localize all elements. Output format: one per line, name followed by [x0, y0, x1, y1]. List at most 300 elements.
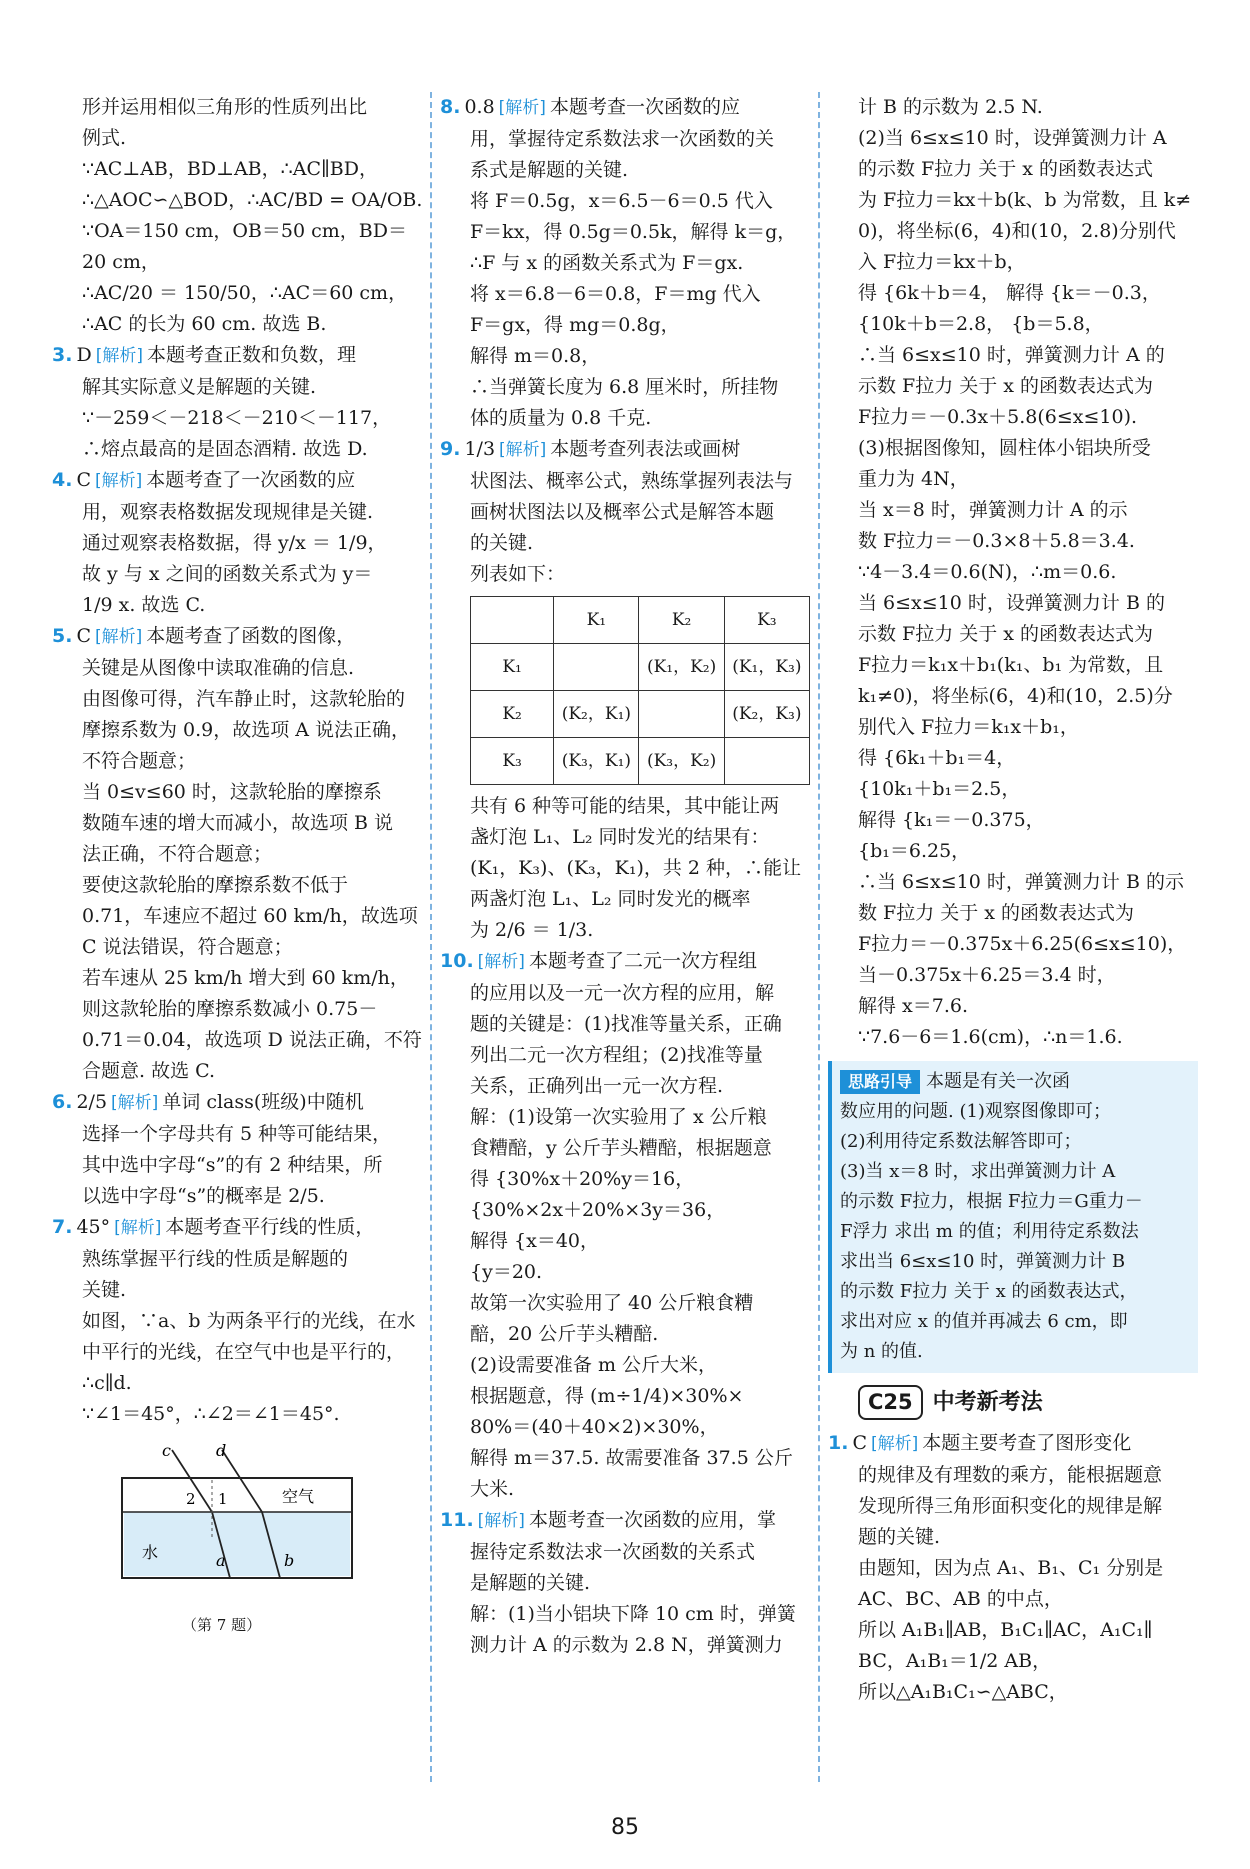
tip-line: 求出当 6≤x≤10 时，弹簧测力计 B: [840, 1251, 1126, 1272]
line-text: 的应用以及一元一次方程的应用，解: [470, 982, 775, 1004]
text-line: [828, 216, 1198, 247]
text-line: [52, 808, 422, 839]
table-cell: [724, 738, 809, 785]
line-text: 单词 class(班级)中随机: [162, 1091, 364, 1113]
text-line: [828, 836, 1198, 867]
line-text: 发现所得三角形面积变化的规律是解: [858, 1495, 1163, 1517]
line-text: 示数 F拉力 关于 x 的函数表达式为: [858, 375, 1154, 397]
text-line: [440, 791, 810, 822]
line-text: {10k＋b＝2.8， {b＝5.8，: [858, 313, 1104, 335]
line-text: 解其实际意义是解题的关键.: [82, 376, 317, 398]
analysis-tag: [解析]: [111, 1093, 159, 1113]
analysis-tag: [解析]: [95, 627, 143, 647]
text-line: [52, 653, 422, 684]
line-text: 本题考查了二元一次方程组: [528, 950, 757, 972]
line-text: BC，A₁B₁＝1/2 AB，: [858, 1650, 1052, 1672]
table-cell: (K₂，K₁): [554, 691, 639, 738]
line-text: 不符合题意；: [82, 750, 197, 772]
line-text: F拉力＝－0.3x＋5.8(6≤x≤10).: [858, 406, 1138, 428]
text-line: [440, 978, 810, 1009]
line-text: 故 y 与 x 之间的函数关系式为 y＝: [82, 563, 373, 585]
text-line: [828, 619, 1198, 650]
refraction-diagram: [112, 1440, 372, 1600]
line-text: ∴当 6≤x≤10 时，弹簧测力计 B 的示: [858, 871, 1184, 893]
line-text: 将 F＝0.5g，x＝6.5－6＝0.5 代入: [470, 190, 773, 212]
analysis-tag: [解析]: [871, 1434, 919, 1454]
text-line: [828, 960, 1198, 991]
text-line: [440, 1195, 810, 1226]
text-line: [440, 822, 810, 853]
line-text: 得 {30%x＋20%y＝16，: [470, 1168, 695, 1190]
text-line: [440, 403, 810, 434]
line-text: ∵OA＝150 cm，OB＝50 cm，BD＝: [82, 220, 407, 242]
text-line: [52, 746, 422, 777]
text-line: [440, 1568, 810, 1599]
line-text: 数 F拉力＝－0.3×8＋5.8＝3.4.: [858, 530, 1135, 552]
text-line: [828, 991, 1198, 1022]
text-line: [52, 497, 422, 528]
line-text: ∵AC⊥AB，BD⊥AB，∴AC∥BD，: [82, 158, 378, 180]
line-text: 摩擦系数为 0.9，故选项 A 说法正确，: [82, 719, 411, 741]
section-heading: [858, 1385, 1198, 1420]
text-line: [440, 217, 810, 248]
line-text: ∴F 与 x 的函数关系式为 F＝gx.: [470, 252, 744, 274]
line-text: 用，掌握待定系数法求一次函数的关: [470, 128, 775, 150]
line-text: {10k₁＋b₁＝2.5，: [858, 778, 1021, 800]
column-1: [52, 92, 422, 1641]
text-line: [440, 341, 810, 372]
answer: C: [76, 625, 91, 647]
line-text: 题的关键.: [858, 1526, 941, 1548]
line-text: F＝kx，得 0.5g＝0.5k，解得 k＝g，: [470, 221, 797, 243]
line-text: 当 0≤v≤60 时，这款轮胎的摩擦系: [82, 781, 382, 803]
line-text: 醅，20 公斤芋头糟醅.: [470, 1323, 659, 1345]
question-start: [52, 621, 422, 653]
analysis-tag: [解析]: [477, 952, 525, 972]
text-line: [828, 1615, 1198, 1646]
line-text: 根据题意，得 (m÷1/4)×30%×: [470, 1385, 744, 1407]
text-line: [52, 684, 422, 715]
analysis-tag: [解析]: [114, 1218, 162, 1238]
text-line: [828, 92, 1198, 123]
line-text: 关系，正确列出一元一次方程.: [470, 1075, 724, 1097]
label-water: 水: [142, 1543, 159, 1562]
text-line: [52, 528, 422, 559]
line-text: 是解题的关键.: [470, 1572, 591, 1594]
table-cell: (K₂，K₃): [724, 691, 809, 738]
question-start: [440, 1505, 810, 1537]
line-text: 如图，∵a、b 为两条平行的光线，在水: [82, 1310, 416, 1332]
line-text: 握待定系数法求一次函数的关系式: [470, 1541, 756, 1563]
question-start: [440, 92, 810, 124]
line-text: ∵－259＜－218＜－210＜－117，: [82, 407, 392, 429]
text-line: [440, 372, 810, 403]
line-text: 系式是解题的关键.: [470, 159, 629, 181]
tip-badge: 思路引导: [840, 1070, 920, 1094]
text-line: [52, 185, 422, 216]
line-text: 以选中字母“s”的概率是 2/5.: [82, 1185, 325, 1207]
line-text: 关键.: [82, 1279, 127, 1301]
analysis-tag: [解析]: [95, 471, 143, 491]
line-text: 盏灯泡 L₁、L₂ 同时发光的结果有：: [470, 826, 770, 848]
question-start: [440, 434, 810, 466]
line-text: 本题考查列表法或画树: [550, 438, 741, 460]
line-text: 的关键.: [470, 532, 534, 554]
line-text: ∴当 6≤x≤10 时，弹簧测力计 A 的: [858, 344, 1165, 366]
line-text: 本题考查了一次函数的应: [146, 469, 356, 491]
text-line: [440, 279, 810, 310]
answer: C: [76, 469, 91, 491]
page-number: 85: [611, 1815, 639, 1840]
line-text: k₁≠0)，将坐标(6，4)和(10，2.5)分: [858, 685, 1173, 707]
text-line: [828, 929, 1198, 960]
line-text: {30%×2x＋20%×3y＝36，: [470, 1199, 726, 1221]
text-line: [52, 1306, 422, 1337]
text-line: [52, 278, 422, 309]
label-c: c: [162, 1441, 171, 1460]
line-text: 法正确，不符合题意；: [82, 843, 273, 865]
text-line: [440, 915, 810, 946]
question-number: 7.: [52, 1216, 73, 1238]
text-line: [828, 247, 1198, 278]
analysis-tag: [解析]: [477, 1511, 525, 1531]
text-line: [52, 1119, 422, 1150]
text-line: [828, 712, 1198, 743]
text-line: [52, 870, 422, 901]
line-text: F＝gx，得 mg＝0.8g，: [470, 314, 680, 336]
question-start: [52, 1212, 422, 1244]
text-line: [440, 528, 810, 559]
line-text: 解：(1)当小铝块下降 10 cm 时，弹簧: [470, 1603, 796, 1625]
text-line: [828, 1677, 1198, 1708]
line-text: 解得 {x＝40，: [470, 1230, 600, 1252]
line-text: 为 F拉力＝kx＋b(k、b 为常数，且 k≠: [858, 189, 1192, 211]
line-text: 熟练掌握平行线的性质是解题的: [82, 1248, 349, 1270]
line-text: 由图像可得，汽车静止时，这款轮胎的: [82, 688, 406, 710]
line-text: 1/9 x. 故选 C.: [82, 594, 206, 616]
line-text: ∵∠1＝45°，∴∠2＝∠1＝45°.: [82, 1403, 340, 1425]
column-3-text-top: [828, 92, 1198, 1053]
text-line: [52, 1244, 422, 1275]
text-line: [52, 216, 422, 247]
line-text: 要使这款轮胎的摩擦系数不低于: [82, 874, 349, 896]
question-number: 10.: [440, 950, 474, 972]
question-number: 8.: [440, 96, 461, 118]
line-text: 当 x＝8 时，弹簧测力计 A 的示: [858, 499, 1128, 521]
text-line: [828, 495, 1198, 526]
text-line: [52, 372, 422, 403]
text-line: [828, 340, 1198, 371]
line-text: 合题意. 故选 C.: [82, 1060, 216, 1082]
text-line: [828, 898, 1198, 929]
text-line: [52, 715, 422, 746]
line-text: 0)，将坐标(6，4)和(10，2.8)分别代: [858, 220, 1176, 242]
line-text: 为 2/6 ＝ 1/3.: [470, 919, 594, 941]
question-start: [52, 465, 422, 497]
text-line: [828, 1522, 1198, 1553]
text-line: [828, 1022, 1198, 1053]
column-2-text-bottom: [440, 791, 810, 1661]
text-line: [440, 310, 810, 341]
text-line: [52, 963, 422, 994]
text-line: [828, 371, 1198, 402]
text-line: [440, 1288, 810, 1319]
text-line: [440, 1474, 810, 1505]
line-text: 入 F拉力＝kx＋b，: [858, 251, 1026, 273]
line-text: 题的关键是：(1)找准等量关系，正确: [470, 1013, 782, 1035]
question-number: 6.: [52, 1091, 73, 1113]
line-text: 通过观察表格数据，得 y/x ＝ 1/9，: [82, 532, 387, 554]
figure-caption: （第 7 题）: [182, 1616, 262, 1634]
line-text: 体的质量为 0.8 千克.: [470, 407, 652, 429]
line-text: 画树状图法以及概率公式是解答本题: [470, 501, 775, 523]
label-b: b: [284, 1551, 295, 1570]
line-text: ∴熔点最高的是固态酒精. 故选 D.: [82, 438, 368, 460]
line-text: 数 F拉力 关于 x 的函数表达式为: [858, 902, 1135, 924]
text-line: [440, 1630, 810, 1661]
text-line: [440, 124, 810, 155]
text-line: [440, 1164, 810, 1195]
table-cell: K₁: [554, 597, 639, 644]
tip-line: (3)当 x＝8 时，求出弹簧测力计 A: [840, 1161, 1116, 1182]
text-line: [440, 1226, 810, 1257]
tip-line: 为 n 的值.: [840, 1341, 923, 1362]
text-line: [828, 526, 1198, 557]
line-text: 中平行的光线，在空气中也是平行的，: [82, 1341, 406, 1363]
question-start: [52, 1087, 422, 1119]
line-text: 本题考查平行线的性质，: [165, 1216, 375, 1238]
question-start: [52, 340, 422, 372]
text-line: [440, 1381, 810, 1412]
line-text: 本题考查正数和负数，理: [146, 344, 356, 366]
section-code: C25: [858, 1385, 923, 1420]
line-text: 列表如下：: [470, 563, 566, 585]
text-line: [440, 155, 810, 186]
line-text: 大米.: [470, 1478, 515, 1500]
line-text: 测力计 A 的示数为 2.8 N，弹簧测力: [470, 1634, 783, 1656]
tip-line: 数应用的问题. (1)观察图像即可；: [840, 1101, 1111, 1122]
line-text: 将 x＝6.8－6＝0.8，F＝mg 代入: [470, 283, 761, 305]
line-text: (2)当 6≤x≤10 时，设弹簧测力计 A: [858, 127, 1167, 149]
line-text: 计 B 的示数为 2.5 N.: [858, 96, 1043, 118]
line-text: 解得 x＝7.6.: [858, 995, 969, 1017]
table-cell: K₃: [724, 597, 809, 644]
text-line: [52, 434, 422, 465]
line-text: 所以△A₁B₁C₁∽△ABC，: [858, 1681, 1068, 1703]
text-line: [52, 1056, 422, 1087]
text-line: [828, 154, 1198, 185]
line-text: 的规律及有理数的乘方，能根据题意: [858, 1464, 1163, 1486]
column-3: [828, 92, 1198, 1708]
line-text: 状图法、概率公式，熟练掌握列表法与: [470, 470, 794, 492]
line-text: C 说法错误，符合题意；: [82, 936, 293, 958]
column-divider-1: [430, 92, 432, 1782]
line-text: 解得 {k₁＝－0.375，: [858, 809, 1045, 831]
text-line: [828, 743, 1198, 774]
line-text: ∵7.6－6＝1.6(cm)，∴n＝1.6.: [858, 1026, 1123, 1048]
text-line: [440, 1102, 810, 1133]
line-text: 别代入 F拉力＝k₁x＋b₁，: [858, 716, 1079, 738]
line-text: ∴AC/20 ＝ 150/50，∴AC＝60 cm，: [82, 282, 408, 304]
table-cell: [554, 644, 639, 691]
column-3-text-bottom: [828, 1428, 1198, 1708]
question-start: [828, 1428, 1198, 1460]
text-line: [440, 1599, 810, 1630]
table-cell: K₂: [471, 691, 554, 738]
line-text: 本题考查一次函数的应: [549, 96, 740, 118]
text-line: [828, 588, 1198, 619]
line-text: F拉力＝－0.375x＋6.25(6≤x≤10)，: [858, 933, 1187, 955]
text-line: [828, 1491, 1198, 1522]
text-line: [440, 884, 810, 915]
question-number: 1.: [828, 1432, 849, 1454]
line-text: 选择一个字母共有 5 种等可能结果，: [82, 1123, 392, 1145]
text-line: [828, 557, 1198, 588]
answer: 1/3: [464, 438, 496, 460]
text-line: [52, 1150, 422, 1181]
label-air: 空气: [282, 1487, 315, 1506]
line-text: 解：(1)设第一次实验用了 x 公斤粮: [470, 1106, 767, 1128]
question-number: 11.: [440, 1509, 474, 1531]
line-text: F拉力＝k₁x＋b₁(k₁、b₁ 为常数，且: [858, 654, 1164, 676]
text-line: [440, 559, 810, 590]
label-d: d: [216, 1441, 227, 1460]
table-cell: [639, 691, 724, 738]
text-line: [828, 867, 1198, 898]
line-text: 本题考查一次函数的应用，掌: [528, 1509, 776, 1531]
text-line: [52, 590, 422, 621]
question-number: 3.: [52, 344, 73, 366]
text-line: [828, 464, 1198, 495]
line-text: 两盏灯泡 L₁、L₂ 同时发光的概率: [470, 888, 751, 910]
text-line: [52, 994, 422, 1025]
table-cell: K₃: [471, 738, 554, 785]
line-text: 20 cm，: [82, 251, 160, 273]
column-divider-2: [818, 92, 820, 1782]
text-line: [52, 1368, 422, 1399]
text-line: [440, 1257, 810, 1288]
line-text: (2)设需要准备 m 公斤大米，: [470, 1354, 718, 1376]
tip-line: 的示数 F拉力，根据 F拉力＝G重力－: [840, 1191, 1143, 1212]
table-cell: (K₃，K₂): [639, 738, 724, 785]
text-line: [828, 1553, 1198, 1584]
line-text: 食糟醅，y 公斤芋头糟醅，根据题意: [470, 1137, 772, 1159]
line-text: 本题主要考查了图形变化: [922, 1432, 1132, 1454]
figure-light-refraction: [112, 1440, 422, 1641]
text-line: [828, 805, 1198, 836]
line-text: 80%＝(40＋40×2)×30%，: [470, 1416, 719, 1438]
line-text: 示数 F拉力 关于 x 的函数表达式为: [858, 623, 1154, 645]
table-row: [471, 597, 810, 644]
line-text: 0.71＝0.04，故选项 D 说法正确，不符: [82, 1029, 422, 1051]
table-cell: (K₃，K₁): [554, 738, 639, 785]
text-line: [440, 1040, 810, 1071]
text-line: [440, 1319, 810, 1350]
analysis-tag: [解析]: [95, 346, 143, 366]
question-start: [440, 946, 810, 978]
text-line: [440, 248, 810, 279]
label-a: a: [216, 1551, 226, 1570]
line-text: 关键是从图像中读取准确的信息.: [82, 657, 355, 679]
line-text: {y＝20.: [470, 1261, 543, 1283]
text-line: [828, 774, 1198, 805]
tip-line: 的示数 F拉力 关于 x 的函数表达式，: [840, 1281, 1138, 1302]
answer: D: [76, 344, 92, 366]
text-line: [52, 247, 422, 278]
text-line: [52, 403, 422, 434]
question-number: 9.: [440, 438, 461, 460]
text-line: [440, 1009, 810, 1040]
table-cell: [471, 597, 554, 644]
section-title: 中考新考法: [932, 1390, 1043, 1415]
line-text: 列出二元一次方程组；(2)找准等量: [470, 1044, 763, 1066]
answer: C: [852, 1432, 867, 1454]
analysis-tag: [解析]: [498, 98, 546, 118]
text-line: [828, 681, 1198, 712]
probability-table: [470, 596, 810, 785]
line-text: (K₁，K₃)、(K₃，K₁)，共 2 种，∴能让: [470, 857, 802, 879]
line-text: 0.71，车速应不超过 60 km/h，故选项: [82, 905, 418, 927]
label-angle-1: 1: [218, 1490, 228, 1508]
line-text: 当 6≤x≤10 时，设弹簧测力计 B 的: [858, 592, 1165, 614]
line-text: 由题知，因为点 A₁、B₁、C₁ 分别是: [858, 1557, 1164, 1579]
text-line: [52, 154, 422, 185]
text-line: [828, 278, 1198, 309]
line-text: 故第一次实验用了 40 公斤粮食糟: [470, 1292, 754, 1314]
line-text: 所以 A₁B₁∥AB，B₁C₁∥AC，A₁C₁∥: [858, 1619, 1153, 1641]
answer: 2/5: [76, 1091, 108, 1113]
text-line: [440, 497, 810, 528]
text-line: [52, 1399, 422, 1430]
line-text: 共有 6 种等可能的结果，其中能让两: [470, 795, 780, 817]
table-row: [471, 644, 810, 691]
line-text: 用，观察表格数据发现规律是关键.: [82, 501, 374, 523]
text-line: [440, 1350, 810, 1381]
text-line: [828, 1646, 1198, 1677]
table-row: [471, 691, 810, 738]
tip-box: [828, 1061, 1198, 1373]
question-number: 4.: [52, 469, 73, 491]
line-text: 其中选中字母“s”的有 2 种结果，所: [82, 1154, 383, 1176]
text-line: [440, 186, 810, 217]
column-2: [440, 92, 810, 1661]
text-line: [440, 1443, 810, 1474]
text-line: [52, 123, 422, 154]
text-line: [52, 309, 422, 340]
line-text: 形并运用相似三角形的性质列出比: [82, 96, 368, 118]
line-text: 得 {6k₁＋b₁＝4，: [858, 747, 1016, 769]
line-text: ∴c∥d.: [82, 1372, 132, 1394]
line-text: AC、BC、AB 的中点，: [858, 1588, 1063, 1610]
line-text: 则这款轮胎的摩擦系数减小 0.75－: [82, 998, 378, 1020]
line-text: {b₁＝6.25，: [858, 840, 971, 862]
table-cell: (K₁，K₂): [639, 644, 724, 691]
tip-line: 求出对应 x 的值并再减去 6 cm，即: [840, 1311, 1128, 1332]
answer: 45°: [76, 1216, 111, 1238]
tip-line: 本题是有关一次函: [926, 1071, 1071, 1092]
text-line: [52, 559, 422, 590]
line-text: 解得 m＝0.8，: [470, 345, 601, 367]
line-text: ∴AC 的长为 60 cm. 故选 B.: [82, 313, 327, 335]
line-text: 若车速从 25 km/h 增大到 60 km/h，: [82, 967, 409, 989]
line-text: 重力为 4N，: [858, 468, 969, 490]
text-line: [828, 402, 1198, 433]
line-text: 得 {6k＋b＝4， 解得 {k＝－0.3，: [858, 282, 1161, 304]
text-line: [828, 1584, 1198, 1615]
line-text: 本题考查了函数的图像，: [146, 625, 356, 647]
label-angle-2: 2: [186, 1490, 196, 1508]
tip-line: (2)利用待定系数法解答即可；: [840, 1131, 1082, 1152]
